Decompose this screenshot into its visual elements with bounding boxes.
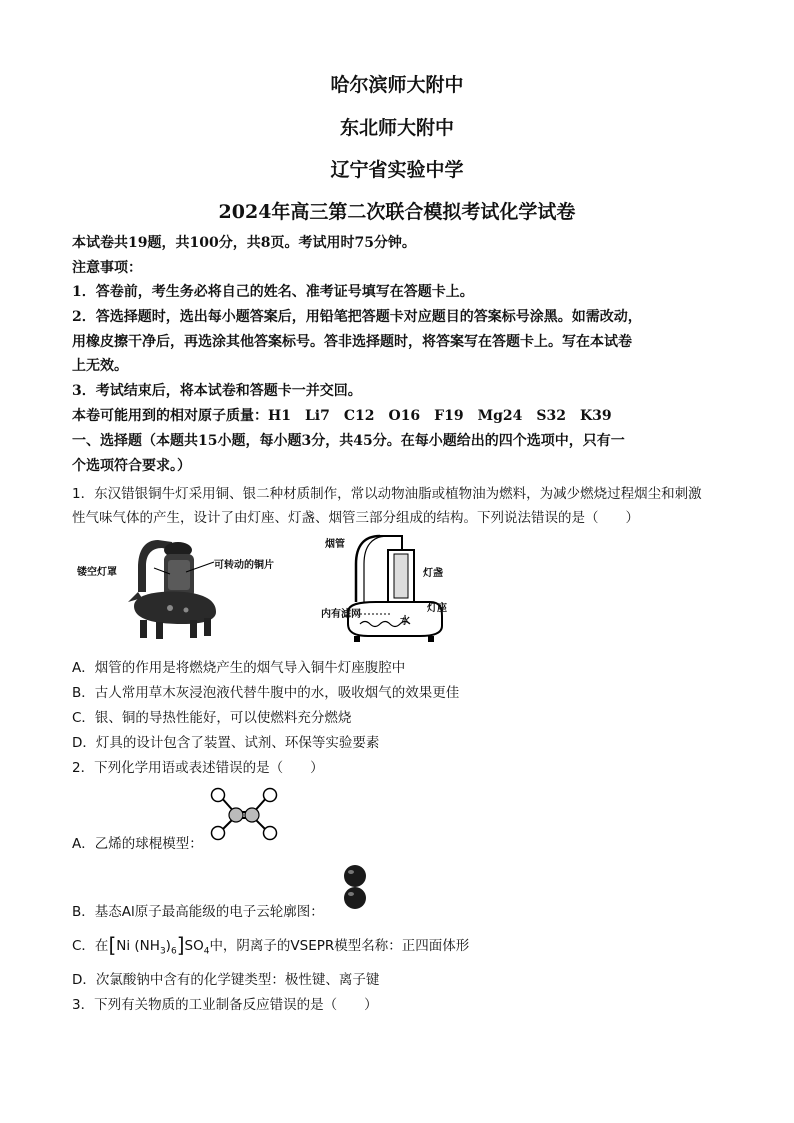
q2-option-c-suffix: 中，阴离子的VSEPR模型名称：正四面体形 [209,938,470,954]
note-2-line-2: 用橡皮擦干净后，再选涂其他答案标号。答非选择题时，将答案写在答题卡上。写在本试卷 [72,334,632,350]
q2-option-c-prefix: C．在 [72,938,109,954]
q2-stem: 2．下列化学用语或表述错误的是（ ） [72,760,324,776]
school-name-2: 东北师大附中 [339,117,454,139]
exam-summary: 本试卷共19题，共100分，共8页。考试用时75分钟。 [72,235,416,251]
notice-heading: 注意事项： [72,260,142,276]
section-1-heading-line-2: 个选项符合要求。） [72,458,191,474]
formula-sub-3: 3 [159,946,166,957]
q1-option-a: A．烟管的作用是将燃烧产生的烟气导入铜牛灯座腹腔中 [72,660,406,676]
label-lamp-dish: 灯盏 [423,568,443,579]
note-3: 3．考试结束后，将本试卷和答题卡一并交回。 [72,383,362,399]
q2-option-c: C．在[Ni $(NH_3)_6]SO_4$中，阴离子的VSEPR模型名称：正四面体形 [72,933,470,957]
ethylene-ball-stick-model [206,786,282,844]
q3-stem: 3．下列有关物质的工业制备反应错误的是（ ） [72,997,378,1013]
note-1: 1．答卷前，考生务必将自己的姓名、准考证号填写在答题卡上。 [72,284,474,300]
lamp-structure-diagram [340,530,450,642]
note-2-line-1: 2．答选择题时，选出每小题答案后，用铅笔把答题卡对应题目的答案标号涂黑。如需改动， [72,309,642,325]
q2-option-a: A．乙烯的球棍模型： [72,836,203,852]
formula-close: ) [165,938,171,954]
q1-option-d: D．灯具的设计包含了装置、试剂、环保等实验要素 [72,735,380,751]
bronze-ox-lamp-figure [120,528,230,646]
label-lamp-shade: 镂空灯罩 [77,567,117,578]
school-name-1: 哈尔滨师大附中 [330,74,464,96]
label-lamp-base: 灯座 [427,603,447,614]
school-name-3: 辽宁省实验中学 [330,159,464,181]
formula-so: SO [184,938,204,954]
q1-option-c: C．银、铜的导热性能好，可以使燃料充分燃烧 [72,710,352,726]
note-2-line-3: 上无效。 [72,358,128,374]
label-smoke-pipe: 烟管 [325,539,345,550]
formula-sub-6: 6 [170,946,177,957]
section-1-heading-line-1: 一、选择题（本题共15小题，每小题3分，共45分。在每小题给出的四个选项中，只有一 [72,433,625,449]
exam-title: 2024年高三第二次联合模拟考试化学试卷 [218,201,576,223]
p-orbital-dumbbell [340,864,370,910]
label-leader-lines [120,556,250,586]
formula-nh: (NH [134,938,160,954]
label-filter: 内有滤网 [321,609,361,620]
q1-stem-line-2: 性气味气体的产生，设计了由灯座、灯盏、烟管三部分组成的结构。下列说法错误的是（ ） [72,510,639,526]
q1-stem-line-1: 1．东汉错银铜牛灯采用铜、银二种材质制作，常以动物油脂或植物油为燃料，为减少燃烧过程烟尘和刺激 [72,486,702,502]
formula-sub-4: 4 [203,946,210,957]
q2-option-b: B．基态Al原子最高能级的电子云轮廓图： [72,904,324,920]
formula-ni: Ni [116,938,131,954]
q2-option-d: D．次氯酸钠中含有的化学键类型：极性键、离子键 [72,972,380,988]
label-copper-piece: 可转动的铜片 [214,560,274,571]
q1-option-b: B．古人常用草木灰浸泡液代替牛腹中的水，吸收烟气的效果更佳 [72,685,460,701]
label-water: 水 [400,616,410,627]
atomic-masses: 本卷可能用到的相对原子质量：H1 Li7 C12 O16 F19 Mg24 S32 K39 [72,408,612,424]
